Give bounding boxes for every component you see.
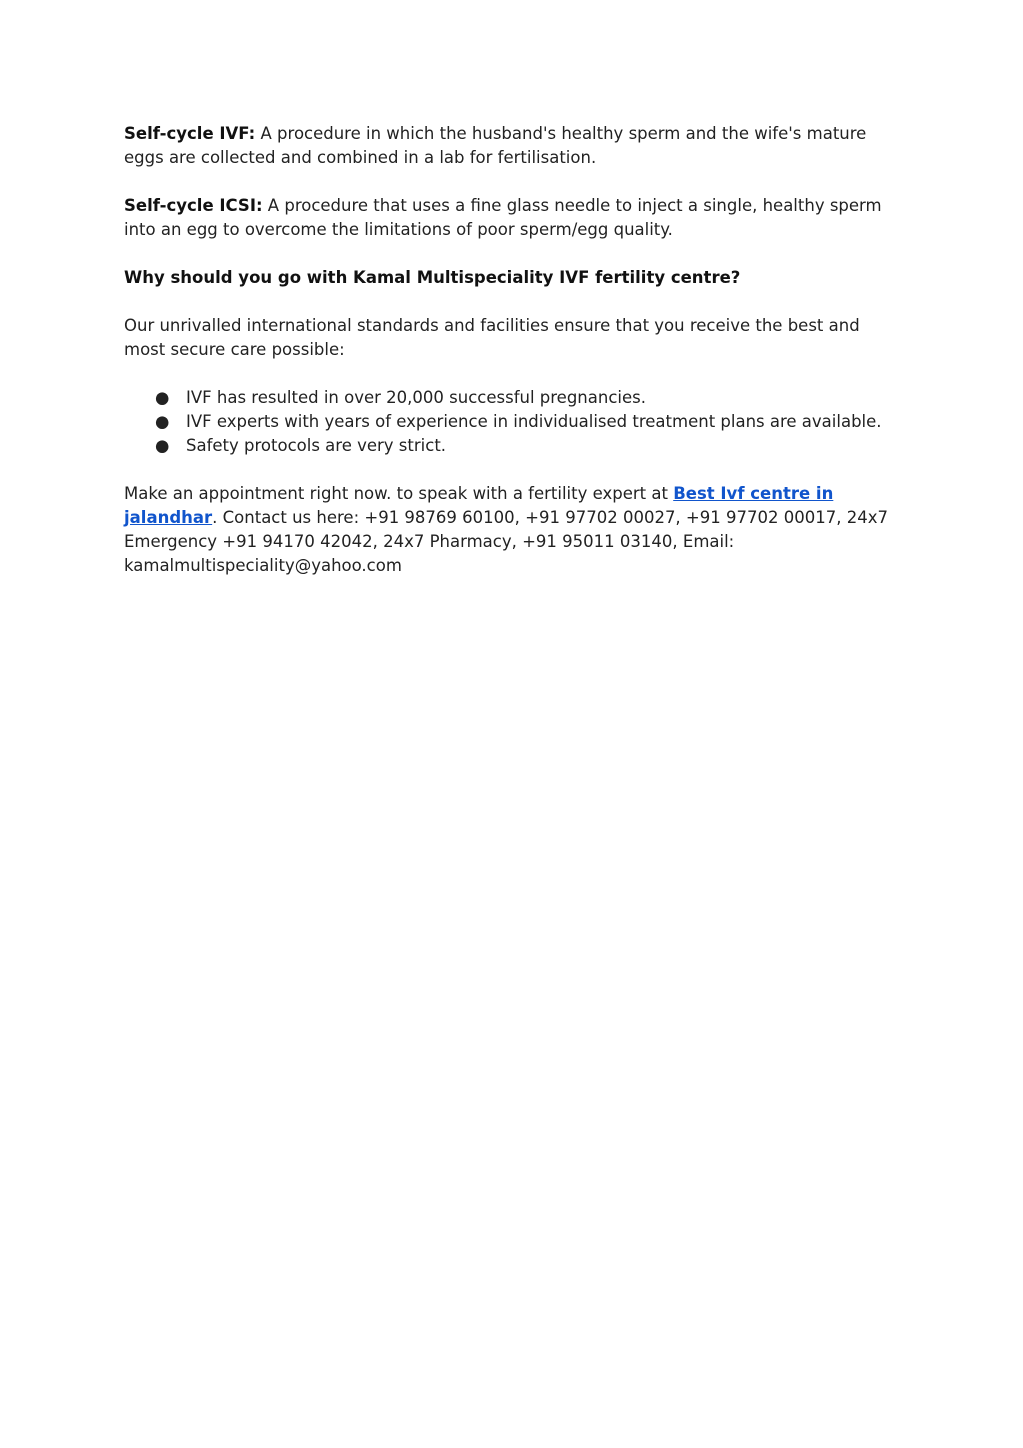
- intro-paragraph: Our unrivalled international standards and facilities ensure that you receive the best and most secure care possible:: [124, 316, 860, 359]
- term-self-cycle-ivf: Self-cycle IVF:: [124, 124, 256, 143]
- description-self-cycle-ivf: A procedure in which the husband's healthy sperm and the wife's mature eggs are collected and combined in a lab for fertilisation.: [124, 124, 867, 167]
- list-item-text: IVF experts with years of experience in individualised treatment plans are available.: [186, 412, 882, 431]
- list-item-text: Safety protocols are very strict.: [186, 436, 447, 455]
- benefits-list: [124, 386, 899, 458]
- list-item: [124, 386, 899, 410]
- list-item: [124, 410, 899, 434]
- paragraph-self-cycle-ivf: [124, 122, 899, 170]
- best-ivf-centre-link[interactable]: Best Ivf centre in jalandhar: [124, 484, 834, 527]
- bullet-icon: ●: [155, 436, 170, 455]
- contact-lead-text: Make an appointment right now. to speak with a fertility expert at: [124, 484, 674, 503]
- contact-paragraph: [124, 482, 899, 578]
- bullet-icon: ●: [155, 388, 170, 407]
- list-item: [124, 434, 899, 458]
- paragraph-self-cycle-icsi: [124, 194, 899, 242]
- description-self-cycle-icsi: A procedure that uses a fine glass needle to inject a single, healthy sperm into an egg to overcome the limitations of poor sperm/egg quality.: [124, 196, 882, 239]
- contact-details-text: . Contact us here: +91 98769 60100, +91 97702 00027, +91 97702 00017, 24x7 Emergency +91 94170 42042, 24x7 Pharmacy, +91 95011 03140, Email: kamalmultispeciality@yahoo.com: [124, 508, 888, 575]
- list-item-text: IVF has resulted in over 20,000 successful pregnancies.: [186, 388, 646, 407]
- document-page: [124, 122, 899, 602]
- bullet-icon: ●: [155, 412, 170, 431]
- term-self-cycle-icsi: Self-cycle ICSI:: [124, 196, 263, 215]
- why-choose-heading: Why should you go with Kamal Multispeciality IVF fertility centre?: [124, 268, 741, 287]
